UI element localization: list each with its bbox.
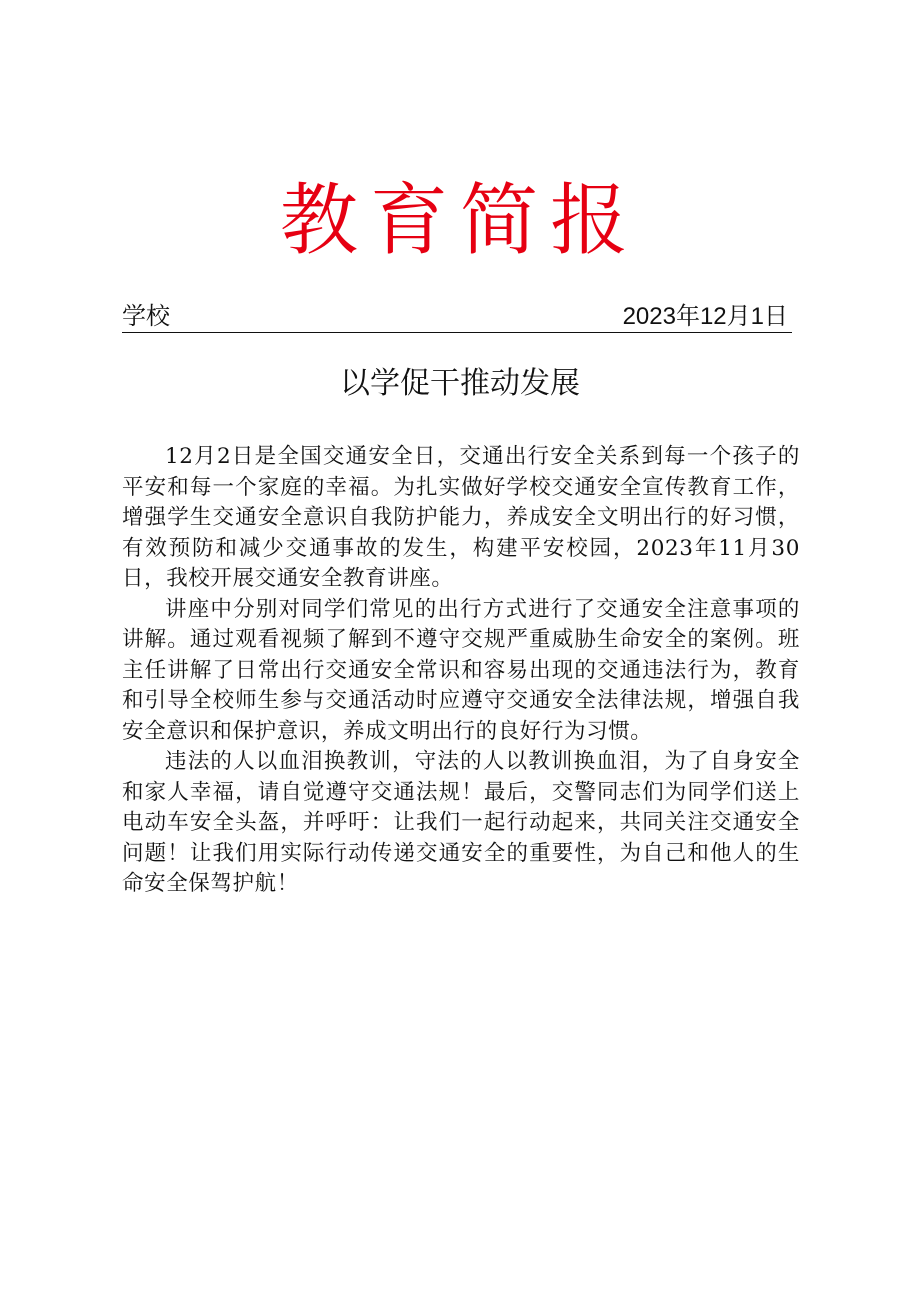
article-body <box>122 442 800 900</box>
article-title: 以学促干推动发展 <box>340 367 580 400</box>
masthead-title: 教育简报 <box>279 176 640 266</box>
issue-date: 2023年12月1日 <box>622 303 788 330</box>
paragraph: 违法的人以血泪换教训，守法的人以教训换血泪，为了自身安全和家人幸福，请自觉遵守交通法规！最后，交警同志们为同学们送上电动车安全头盔，并呼吁：让我们一起行动起来，共同关注交通安全问题！让我们用实际行动传递交通安全的重要性，为自己和他人的生命安全保驾护航！ <box>122 749 800 896</box>
paragraph: 讲座中分别对同学们常见的出行方式进行了交通安全注意事项的讲解。通过观看视频了解到不遵守交规严重威胁生命安全的案例。班主任讲解了日常出行交通安全常识和容易出现的交通违法行为，教育和引导全校师生参与交通活动时应遵守交通安全法律法规，增强自我安全意识和保护意识，养成文明出行的良好行为习惯。 <box>122 596 800 744</box>
info-line <box>122 302 792 333</box>
paragraph: 12月2日是全国交通安全日，交通出行安全关系到每一个孩子的平安和每一个家庭的幸福。为扎实做好学校交通安全宣传教育工作，增强学生交通安全意识自我防护能力，养成安全文明出行的好习惯，有效预防和减少交通事故的发生，构建平安校园，2023年11月30日，我校开展交通安全教育讲座。 <box>122 444 800 591</box>
school-label: 学校 <box>122 303 170 330</box>
